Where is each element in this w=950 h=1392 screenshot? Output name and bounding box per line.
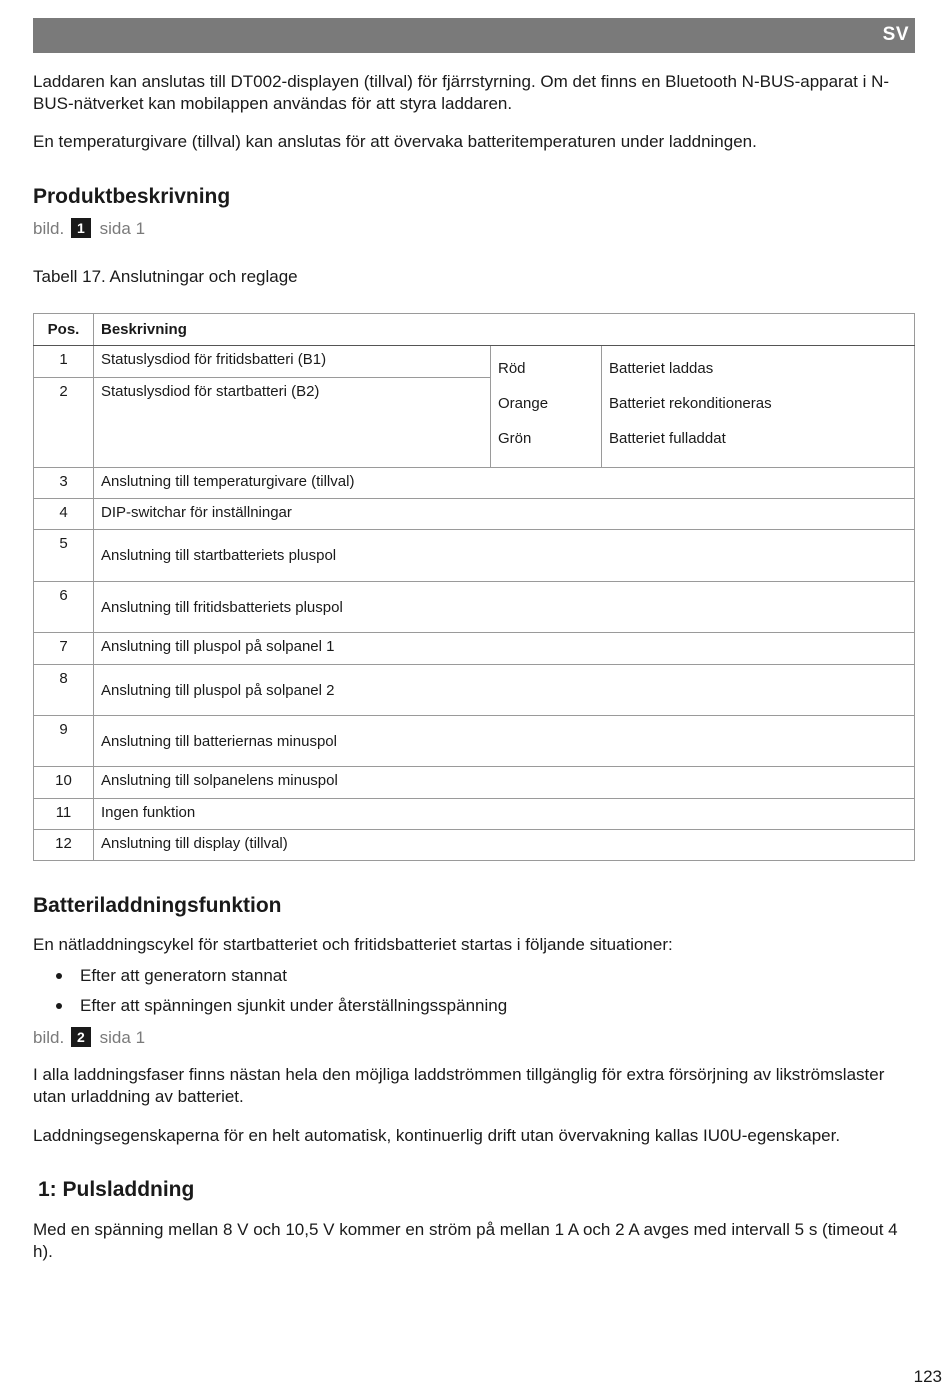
row-pos: 3 bbox=[34, 468, 94, 499]
row-description: Anslutning till temperaturgivare (tillval) bbox=[94, 468, 915, 499]
table-row bbox=[34, 530, 915, 582]
pulse-charging-heading: 1: Pulsladdning bbox=[38, 1178, 195, 1201]
row-pos: 2 bbox=[34, 378, 94, 468]
led-color-orange: Orange bbox=[498, 395, 549, 412]
header-pos: Pos. bbox=[34, 314, 94, 346]
row-description: Ingen funktion bbox=[94, 799, 915, 830]
row-description: Anslutning till fritidsbatteriets pluspol bbox=[94, 582, 915, 633]
charging-paragraph-3: Laddningsegenskaperna för en helt automatisk, kontinuerlig drift utan övervakning kallas IU0U-egenskaper. bbox=[33, 1126, 841, 1145]
row-pos: 5 bbox=[34, 530, 94, 582]
row-pos: 12 bbox=[34, 830, 94, 861]
intro-paragraph-2: En temperaturgivare (tillval) kan anslutas för att övervaka batteritemperaturen under laddningen. bbox=[33, 132, 757, 151]
figref-prefix: bild. bbox=[33, 1028, 65, 1047]
row-pos: 7 bbox=[34, 633, 94, 665]
row-pos: 1 bbox=[34, 346, 94, 378]
row-description: Anslutning till startbatteriets pluspol bbox=[94, 530, 915, 582]
table-row bbox=[34, 767, 915, 799]
row-description: Anslutning till batteriernas minuspol bbox=[94, 716, 915, 767]
led-meaning-charging: Batteriet laddas bbox=[609, 360, 714, 377]
figure-reference-1 bbox=[33, 218, 145, 240]
row-pos: 8 bbox=[34, 665, 94, 716]
table-row bbox=[34, 633, 915, 665]
figref-suffix: sida 1 bbox=[99, 219, 146, 238]
product-description-heading: Produktbeskrivning bbox=[33, 185, 231, 208]
row-description: Statuslysdiod för startbatteri (B2) bbox=[94, 378, 491, 468]
row-pos: 9 bbox=[34, 716, 94, 767]
connections-table bbox=[33, 313, 915, 861]
row-pos: 10 bbox=[34, 767, 94, 799]
list-item: Efter att generatorn stannat bbox=[33, 963, 507, 993]
charging-bullet-list bbox=[33, 963, 507, 1023]
row-pos: 6 bbox=[34, 582, 94, 633]
battery-charging-heading: Batteriladdningsfunktion bbox=[33, 894, 282, 917]
row-description: Anslutning till pluspol på solpanel 1 bbox=[94, 633, 915, 665]
led-color-cell bbox=[491, 346, 602, 468]
row-description: Anslutning till display (tillval) bbox=[94, 830, 915, 861]
figure-number-badge: 1 bbox=[71, 218, 91, 238]
table-row bbox=[34, 499, 915, 530]
pulse-paragraph: Med en spänning mellan 8 V och 10,5 V kommer en ström på mellan 1 A och 2 A avges med intervall 5 s (timeout 4 h). bbox=[33, 1220, 898, 1261]
table-row bbox=[34, 346, 915, 378]
table-caption: Tabell 17. Anslutningar och reglage bbox=[33, 267, 298, 286]
row-description: Anslutning till pluspol på solpanel 2 bbox=[94, 665, 915, 716]
figref-prefix: bild. bbox=[33, 219, 65, 238]
row-description: Statuslysdiod för fritidsbatteri (B1) bbox=[94, 346, 491, 378]
row-pos: 11 bbox=[34, 799, 94, 830]
header-description: Beskrivning bbox=[94, 314, 915, 346]
charging-paragraph-2: I alla laddningsfaser finns nästan hela den möjliga laddströmmen tillgänglig för extra försörjning av likströmslaster utan urladdning av batteriet. bbox=[33, 1065, 885, 1106]
led-meaning-reconditioning: Batteriet rekonditioneras bbox=[609, 395, 772, 412]
table-row bbox=[34, 799, 915, 830]
led-color-red: Röd bbox=[498, 360, 526, 377]
figure-number-badge: 2 bbox=[71, 1027, 91, 1047]
row-description: DIP-switchar för inställningar bbox=[94, 499, 915, 530]
figure-reference-2 bbox=[33, 1027, 145, 1049]
table-row bbox=[34, 716, 915, 767]
table-row bbox=[34, 582, 915, 633]
table-row bbox=[34, 665, 915, 716]
figref-suffix: sida 1 bbox=[99, 1028, 146, 1047]
row-pos: 4 bbox=[34, 499, 94, 530]
led-color-green: Grön bbox=[498, 430, 532, 447]
language-header-bar bbox=[33, 18, 915, 53]
led-meaning-full: Batteriet fulladdat bbox=[609, 430, 726, 447]
list-item: Efter att spänningen sjunkit under återställningsspänning bbox=[33, 993, 507, 1023]
table-row bbox=[34, 830, 915, 861]
row-description: Anslutning till solpanelens minuspol bbox=[94, 767, 915, 799]
intro-paragraph-1: Laddaren kan anslutas till DT002-displayen (tillval) för fjärrstyrning. Om det finns en Bluetooth N-BUS-apparat i N-BUS-nätverket kan mobilappen användas för att styra laddaren. bbox=[33, 72, 890, 113]
led-meaning-cell bbox=[602, 346, 915, 468]
charging-paragraph-1: En nätladdningscykel för startbatteriet och fritidsbatteriet startas i följande situationer: bbox=[33, 935, 673, 954]
table-row bbox=[34, 468, 915, 499]
page-number: 123 bbox=[913, 1367, 942, 1386]
table-header-row bbox=[34, 314, 915, 346]
language-code: SV bbox=[882, 24, 909, 45]
